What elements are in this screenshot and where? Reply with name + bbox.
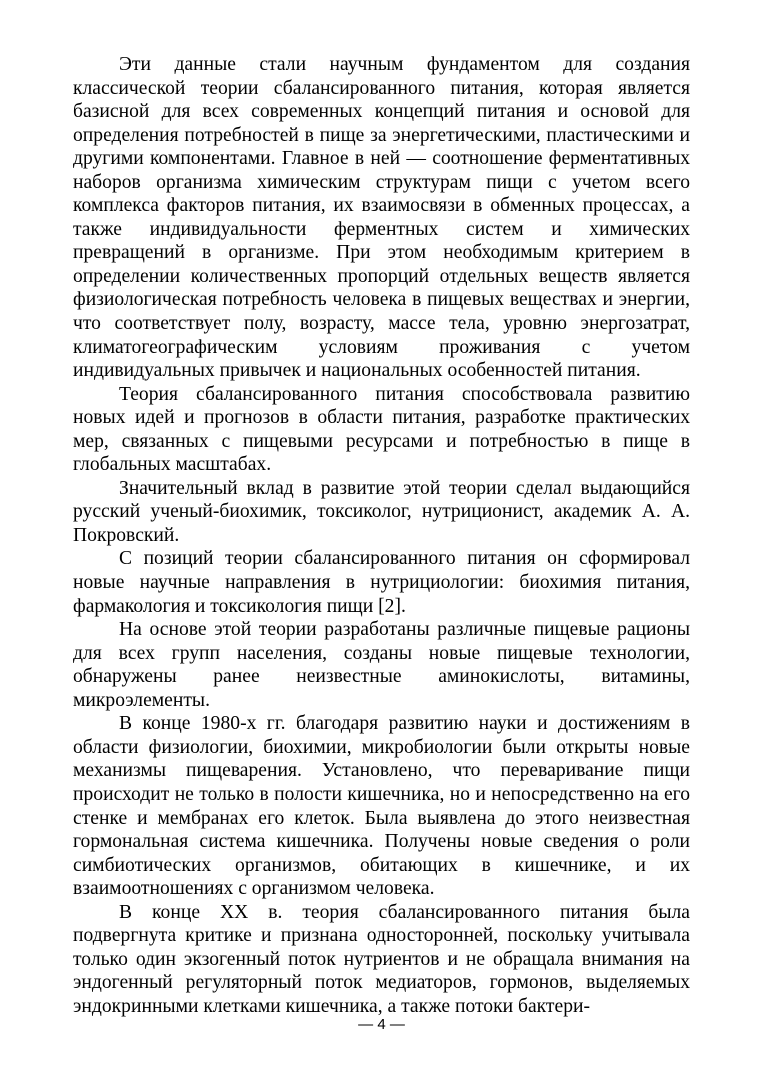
page-number: — 4 — xyxy=(358,1016,405,1033)
paragraph-7: В конце XX в. теория сбалансированного питания была подвергнута критике и признана односторонней, поскольку учитывала только один экзогенный поток нутриентов и не обращала внимания на эндогенный регуляторный поток медиаторов, гормонов, выделяемых эндокринными клетками кишечника, а также потоки бактери- xyxy=(73,901,690,1017)
paragraph-3: Значительный вклад в развитие этой теории сделал выдающийся русский ученый-биохимик, токсиколог, нутриционист, академик А. А. Покровский. xyxy=(73,477,690,546)
paragraph-4: С позиций теории сбалансированного питания он сформировал новые научные направления в нутрициологии: биохимия питания, фармакология и токсикология пищи [2]. xyxy=(73,548,690,617)
paragraph-2: Теория сбалансированного питания способствовала развитию новых идей и прогнозов в области питания, разработке практических мер, связанных с пищевыми ресурсами и потребностью в пище в глобальных масштабах. xyxy=(73,383,690,476)
paragraph-5: На основе этой теории разработаны различные пищевые рационы для всех групп населения, созданы новые пищевые технологии, обнаружены ранее неизвестные аминокислоты, витамины, микроэлементы. xyxy=(73,619,690,711)
body-text xyxy=(73,53,690,1018)
paragraph-1: Эти данные стали научным фундаментом для создания классической теории сбалансированного питания, которая является базисной для всех современных концепций питания и основой для определения потребностей в пище за энергетическими, пластическими и другими компонентами. Главное в ней — соотношение ферментативных наборов организма химическим структурам пищи с учетом всего комплекса факторов питания, их взаимосвязи в обменных процессах, а также индивидуальности ферментных систем и химических превращений в организме. При этом необходимым критерием в определении количественных пропорций отдельных веществ является физиологическая потребность человека в пищевых веществах и энергии, что соответствует полу, возрасту, массе тела, уровню энергозатрат, климатогеографическим условиям проживания с учетом индивидуальных привычек и национальных особенностей питания. xyxy=(73,54,690,382)
paragraph-6: В конце 1980-х гг. благодаря развитию науки и достижениям в области физиологии, биохимии, микробиологии были открыты новые механизмы пищеварения. Установлено, что переваривание пищи происходит не только в полости кишечника, но и непосредственно на его стенке и мембранах его клеток. Была выявлена до этого неизвестная гормональная система кишечника. Получены новые сведения о роли симбиотических организмов, обитающих в кишечнике, и их взаимоотношениях с организмом человека. xyxy=(73,713,690,900)
